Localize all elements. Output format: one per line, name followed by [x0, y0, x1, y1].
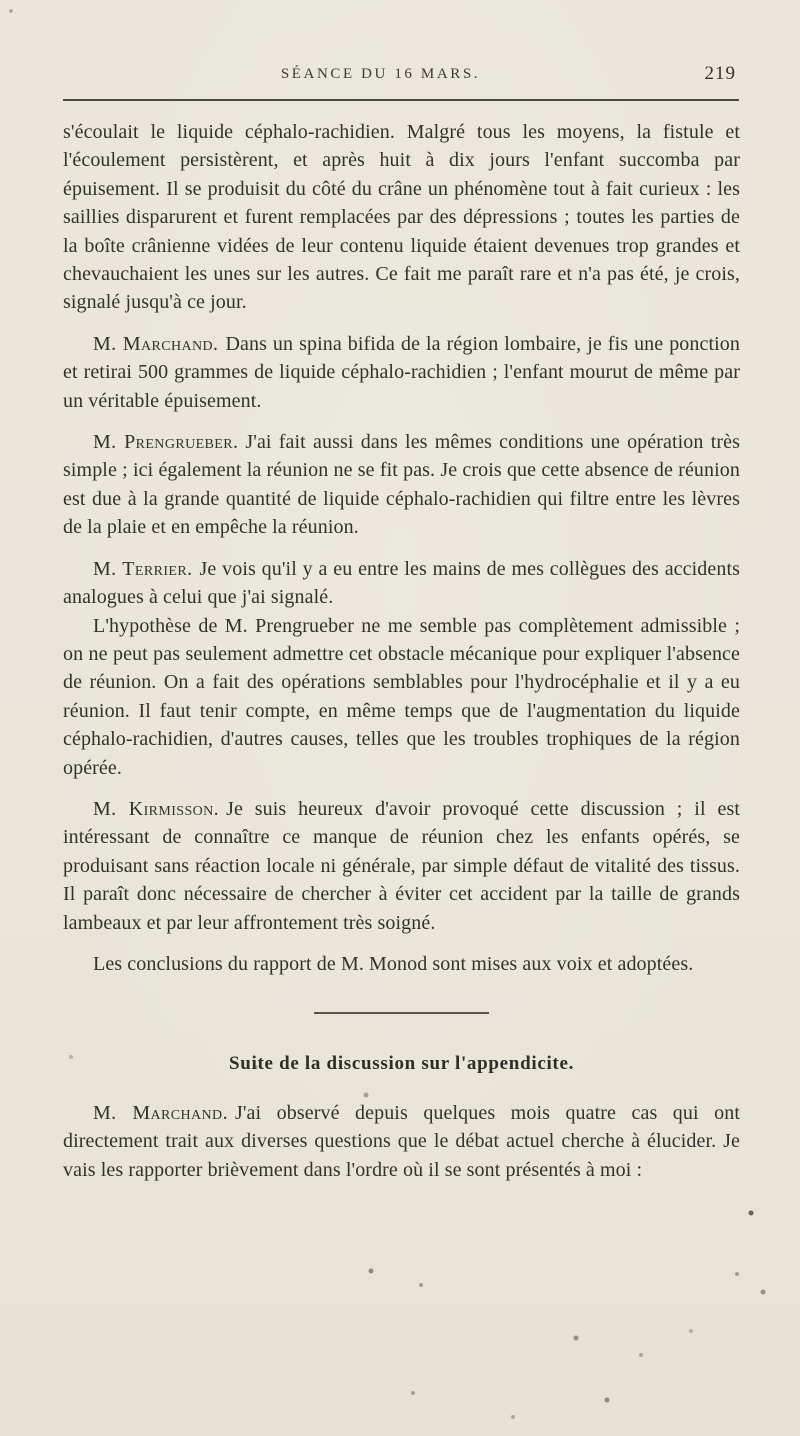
paragraph: [63, 428, 740, 542]
paragraph-text: J'ai observé depuis quelques mois quatre cas qui ont directement trait aux diverses questions que le débat actuel cherche à élucider. Je vais les rapporter brièvement dans l'ordre où il se sont présentés à moi :: [63, 1101, 740, 1181]
paragraph: [63, 612, 740, 782]
paragraph: [63, 950, 740, 978]
paragraph: [63, 1099, 740, 1184]
paragraph-text: L'hypothèse de M. Prengrueber ne me semble pas complètement admissible ; on ne peut pas seulement admettre cet obstacle mécanique pour expliquer l'absence de réunion. On a fait des opérations semblables pour l'hydrocéphalie et il y a eu réunion. Il faut tenir compte, en même temps que de l'augmentation du liquide céphalo-rachidien, d'autres causes, telles que les troubles trophiques de la région opérée.: [63, 614, 740, 779]
paragraph: [63, 555, 740, 612]
paragraph: [63, 330, 740, 415]
paragraph-text: Les conclusions du rapport de M. Monod sont mises aux voix et adoptées.: [93, 952, 694, 975]
page-number: 219: [704, 63, 736, 84]
section-heading: Suite de la discussion sur l'appendicite.: [228, 1053, 575, 1075]
speaker-name: M. Terrier.: [93, 557, 193, 580]
page-header: [63, 63, 738, 90]
paragraph-text: Je suis heureux d'avoir provoqué cette discussion ; il est intéressant de connaître ce manque de réunion chez les enfants opérés, se produisant sans réaction locale ni générale, par simple défaut de vitalité des tissus. Il paraît donc nécessaire de chercher à éviter cet accident par la taille de grands lambeaux et par leur affrontement très soigné.: [63, 797, 740, 934]
paragraph-text: Dans un spina bifida de la région lombaire, je fis une ponction et retirai 500 grammes de liquide céphalo-rachidien ; l'enfant mourut de même par un véritable épuisement.: [63, 332, 740, 412]
section-divider-rule: [314, 1012, 489, 1014]
speaker-name: M. Marchand.: [93, 332, 219, 355]
speaker-name: M. Prengrueber.: [93, 431, 239, 454]
running-title: SÉANCE DU 16 MARS.: [280, 66, 481, 82]
header-rule: [63, 99, 739, 101]
paper-specks: [0, 0, 2, 2]
speaker-name: M. Kirmisson.: [93, 797, 220, 820]
paragraph-text: Je vois qu'il y a eu entre les mains de mes collègues des accidents analogues à celui que j'ai signalé.: [63, 557, 740, 609]
page-body: [63, 118, 740, 1184]
paragraph-text: s'écoulait le liquide céphalo-rachidien. Malgré tous les moyens, la fistule et l'écoulement persistèrent, et après huit à dix jours l'enfant succomba par épuisement. Il se produisit du côté du crâne un phénomène tout à fait curieux : les saillies disparurent et furent remplacées par des dépressions ; toutes les parties de la boîte crânienne vidées de leur contenu liquide étaient devenues trop grandes et chevauchaient les unes sur les autres. Ce fait me paraît rare et n'a pas été, je crois, signalé jusqu'à ce jour.: [63, 121, 740, 314]
paragraph: [63, 795, 740, 937]
speaker-name: M. Marchand.: [93, 1101, 228, 1124]
paragraph: [63, 118, 740, 317]
paragraph-text: J'ai fait aussi dans les mêmes conditions une opération très simple ; ici également la réunion ne se fit pas. Je crois que cette absence de réunion est due à la grande quantité de liquide céphalo-rachidien qui filtre entre les lèvres de la plaie et en empêche la réunion.: [63, 431, 740, 539]
